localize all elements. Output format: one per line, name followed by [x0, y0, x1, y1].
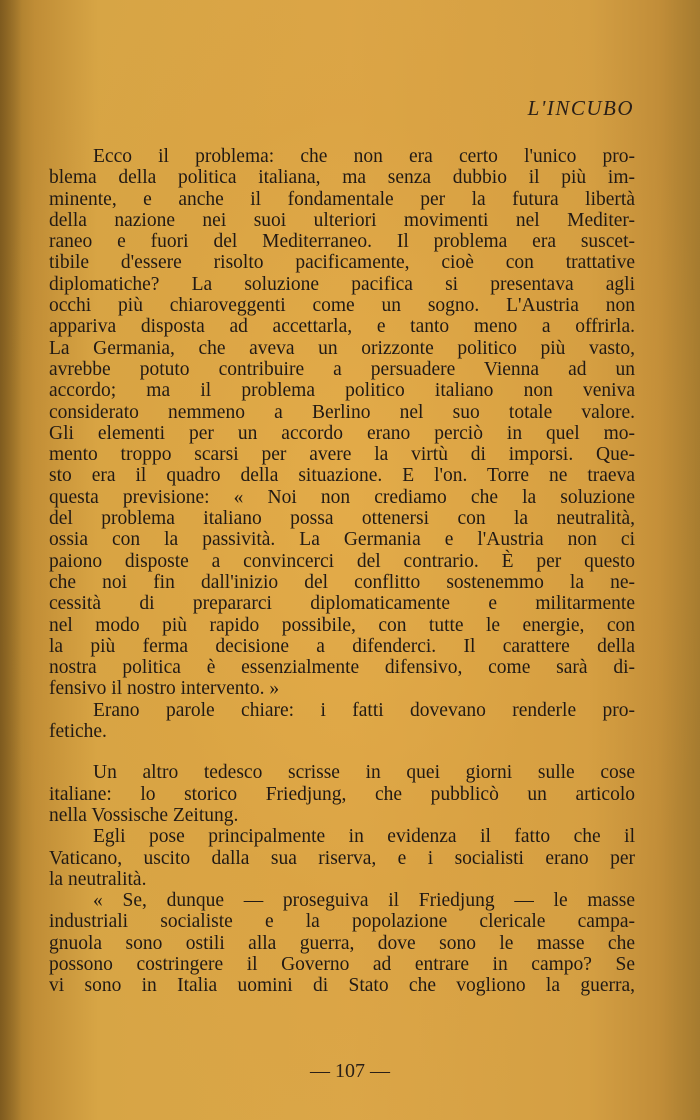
text-line: paiono disposte a convincerci del contrario. È per questo	[49, 550, 635, 572]
text-line: blema della politica italiana, ma senza dubbio il più im-	[49, 167, 635, 189]
text-line: minente, e anche il fondamentale per la futura libertà	[49, 188, 635, 210]
text-line: la neutralità.	[49, 868, 147, 890]
text-line: accordo; ma il problema politico italiano non veniva	[49, 380, 635, 402]
paragraph	[49, 890, 635, 996]
text-line: questa previsione: « Noi non crediamo che la soluzione	[49, 486, 635, 508]
text-line: industriali socialiste e la popolazione clericale campa-	[49, 911, 635, 933]
text-line: gnuola sono ostili alla guerra, dove sono le masse che	[49, 932, 635, 954]
text-line: raneo e fuori del Mediterraneo. Il problema era suscet-	[49, 231, 635, 253]
text-line: Vaticano, uscito dalla sua riserva, e i socialisti erano per	[49, 847, 635, 869]
text-line: fensivo il nostro intervento. »	[49, 678, 280, 700]
text-line: della nazione nei suoi ulteriori movimenti nel Mediter-	[49, 209, 635, 231]
text-line: vi sono in Italia uomini di Stato che vogliono la guerra,	[49, 975, 635, 997]
text-line: occhi più chiaroveggenti come un sogno. L'Austria non	[49, 295, 635, 317]
text-line: italiane: lo storico Friedjung, che pubblicò un articolo	[49, 783, 635, 805]
body-text	[49, 146, 635, 997]
text-line: nostra politica è essenzialmente difensivo, come sarà di-	[49, 657, 635, 679]
text-line: La Germania, che aveva un orizzonte politico più vasto,	[49, 337, 635, 359]
text-line: mento troppo scarsi per avere la virtù di imporsi. Que-	[49, 444, 635, 466]
paragraph	[49, 762, 635, 826]
text-line: cessità di prepararci diplomaticamente e militarmente	[49, 593, 635, 615]
paragraph	[49, 700, 635, 743]
page-edge-shadow	[0, 0, 22, 1120]
page-number: — 107 —	[310, 1060, 390, 1082]
text-line: Ecco il problema: che non era certo l'unico pro-	[93, 146, 635, 167]
text-line: appariva disposta ad accettarla, e tanto meno a offrirla.	[49, 316, 635, 338]
text-line: possono costringere il Governo ad entrare in campo? Se	[49, 953, 635, 975]
text-line: Egli pose principalmente in evidenza il fatto che il	[93, 826, 635, 848]
text-line: Gli elementi per un accordo erano perciò in quel mo-	[49, 422, 635, 444]
paragraph	[49, 826, 635, 890]
text-line: diplomatiche? La soluzione pacifica si presentava agli	[49, 273, 635, 295]
text-line: nel modo più rapido possibile, con tutte le energie, con	[49, 614, 635, 636]
text-line: tibile d'essere risolto pacificamente, cioè con trattative	[49, 252, 635, 274]
running-head: L'INCUBO	[527, 96, 634, 120]
text-line: nella Vossische Zeitung.	[49, 804, 239, 826]
section-break	[49, 742, 635, 762]
text-line: Un altro tedesco scrisse in quei giorni sulle cose	[93, 762, 635, 784]
text-line: Erano parole chiare: i fatti dovevano renderle pro-	[93, 699, 635, 721]
text-line: la più ferma decisione a difenderci. Il carattere della	[49, 635, 635, 657]
text-line: che noi fin dall'inizio del conflitto sostenemmo la ne-	[49, 571, 635, 593]
text-line: considerato nemmeno a Berlino nel suo totale valore.	[49, 401, 635, 423]
text-line: fetiche.	[49, 721, 107, 743]
text-line: del problema italiano possa ottenersi con la neutralità,	[49, 508, 635, 530]
text-line: avrebbe potuto contribuire a persuadere Vienna ad un	[49, 358, 635, 380]
text-line: sto era il quadro della situazione. E l'on. Torre ne traeva	[49, 465, 635, 487]
paragraph	[49, 146, 635, 700]
text-line: ossia con la passività. La Germania e l'Austria non ci	[49, 529, 635, 551]
text-line: « Se, dunque — proseguiva il Friedjung — le masse	[93, 890, 635, 912]
